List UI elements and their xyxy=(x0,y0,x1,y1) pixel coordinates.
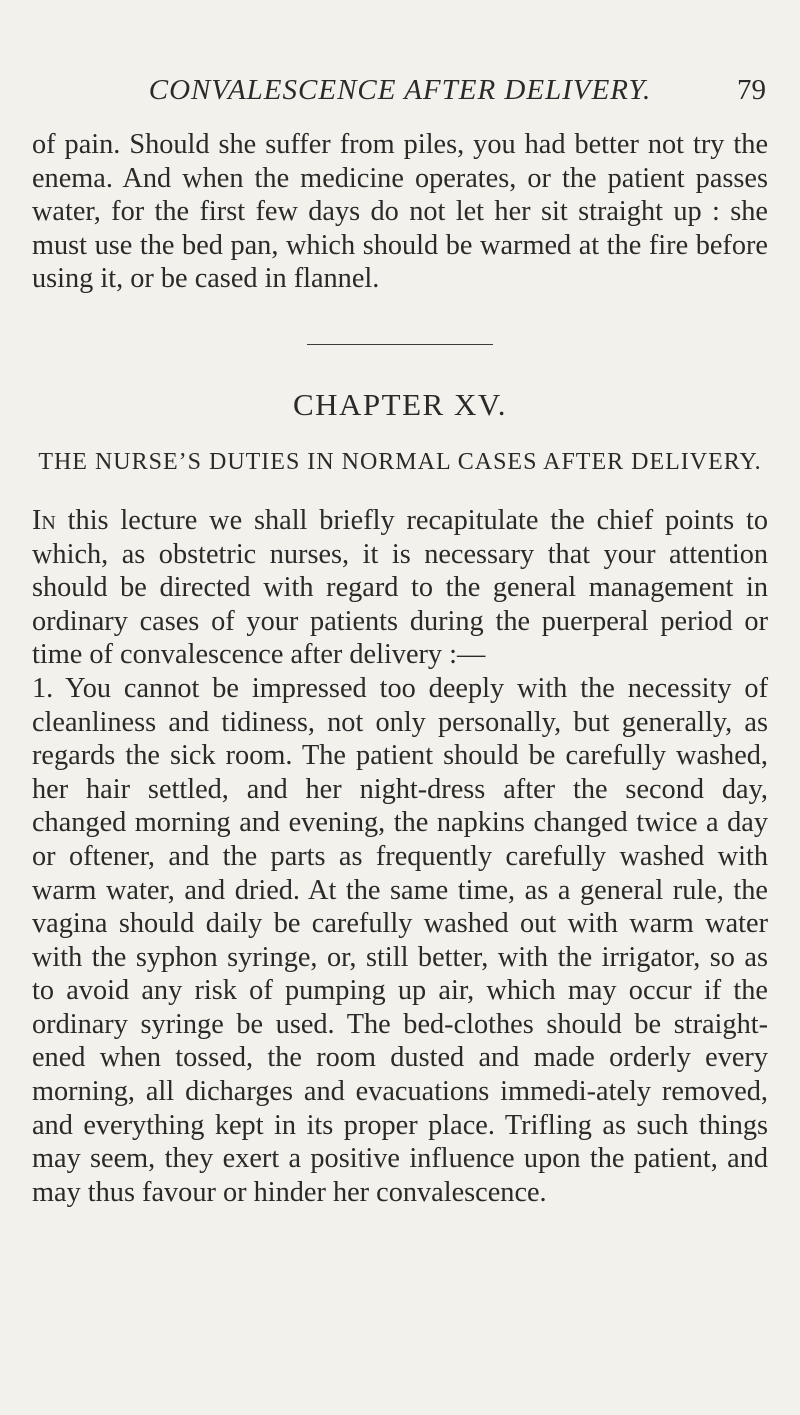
continued-paragraph: of pain. Should she suffer from piles, you had better not try the enema. And when the medicine operates, or the patient passes water, for the first few days do not let her sit straight up : she must use the bed pan, which should be warmed at the fire before using it, or be cased in flannel. xyxy=(32,129,768,295)
lead-word: In xyxy=(32,504,56,536)
intro-paragraph xyxy=(32,504,768,672)
chapter-subtitle: THE NURSE’S DUTIES IN NORMAL CASES AFTER DELIVERY. xyxy=(38,448,762,475)
numbered-paragraph-1: 1. You cannot be impressed too deeply with the necessity of cleanliness and tidiness, not only personally, but generally, as regards the sick room. The patient should be carefully washed, her hair settled, and her night-dress after the second day, changed morning and evening, the napkins changed twice a day or oftener, and the parts as frequently carefully washed with warm water, and dried. At the same time, as a general rule, the vagina should daily be carefully washed out with warm water with the syphon syringe, or, still better, with the irrigator, so as to avoid any risk of pumping up air, which may occur if the ordinary syringe be used. The bed-clothes should be straight-ened when tossed, the room dusted and made orderly every morning, all dicharges and evacuations immedi-ately removed, and everything kept in its proper place. Trifling as such things may seem, they exert a positive influence upon the patient, and may thus favour or hinder her convalescence. xyxy=(32,672,768,1208)
section-divider xyxy=(307,344,493,345)
intro-text: this lecture we shall briefly recapitulate the chief points to which, as obstetric nurses, it is necessary that your attention should be directed with regard to the general management in ordinary cases of your patients during the puerperal period or time of convalescence after delivery :— xyxy=(32,504,768,671)
running-head xyxy=(32,64,768,104)
chapter-title: CHAPTER XV. xyxy=(292,386,508,422)
page-number: 79 xyxy=(737,74,766,106)
running-title: CONVALESCENCE AFTER DELIVERY. xyxy=(148,74,652,106)
